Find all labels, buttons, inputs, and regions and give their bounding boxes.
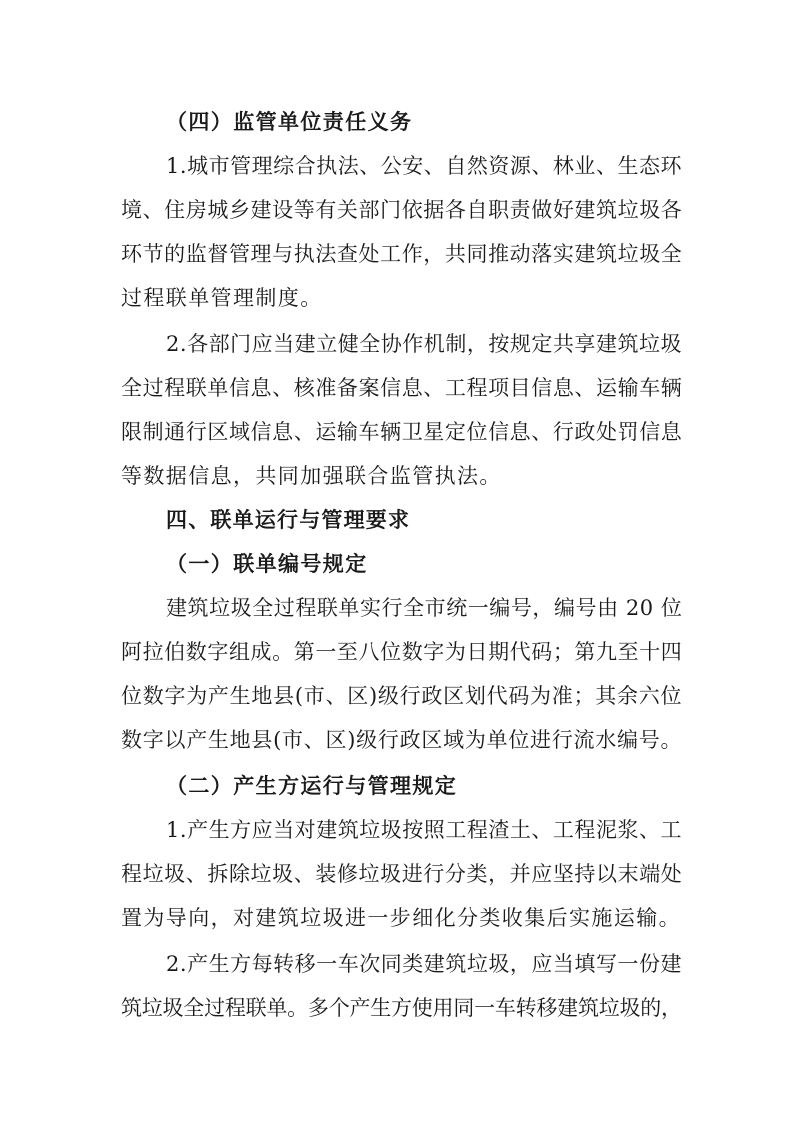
paragraph-line: 程垃圾、拆除垃圾、装修垃圾进行分类，并应坚持以末端处 [121,862,683,886]
paragraph-line: 阿拉伯数字组成。第一至八位数字为日期代码；第九至十四 [121,640,683,664]
paragraph-line: 建筑垃圾全过程联单实行全市统一编号，编号由 20 位 [166,596,683,620]
paragraph-line: 全过程联单信息、核准备案信息、工程项目信息、运输车辆 [121,376,683,400]
section-heading-requirements: 四、联单运行与管理要求 [166,508,411,532]
paragraph-line: 1.城市管理综合执法、公安、自然资源、林业、生态环 [166,154,683,178]
paragraph-line: 境、住房城乡建设等有关部门依据各自职责做好建筑垃圾各 [121,198,683,222]
paragraph-line: 等数据信息，共同加强联合监管执法。 [121,464,502,488]
subsection-heading-numbering: （一）联单编号规定 [166,551,368,576]
paragraph-line: 数字以产生地县(市、区)级行政区域为单位进行流水编号。 [121,728,683,752]
subsection-heading-producer: （二）产生方运行与管理规定 [166,773,458,798]
paragraph-line: 筑垃圾全过程联单。多个产生方使用同一车转移建筑垃圾的， [121,996,682,1020]
section-heading-supervision: （四）监管单位责任义务 [166,109,413,134]
paragraph-line: 过程联单管理制度。 [121,286,323,310]
paragraph-line: 2.各部门应当建立健全协作机制，按规定共享建筑垃圾 [166,332,683,356]
paragraph-line: 1.产生方应当对建筑垃圾按照工程渣土、工程泥浆、工 [166,818,683,842]
paragraph-line: 环节的监督管理与执法查处工作，共同推动落实建筑垃圾全 [121,242,683,266]
paragraph-line: 置为导向，对建筑垃圾进一步细化分类收集后实施运输。 [121,906,681,930]
paragraph-line: 限制通行区域信息、运输车辆卫星定位信息、行政处罚信息 [121,420,683,444]
paragraph-line: 位数字为产生地县(市、区)级行政区划代码为准；其余六位 [121,684,683,708]
paragraph-line: 2.产生方每转移一车次同类建筑垃圾，应当填写一份建 [166,952,683,976]
